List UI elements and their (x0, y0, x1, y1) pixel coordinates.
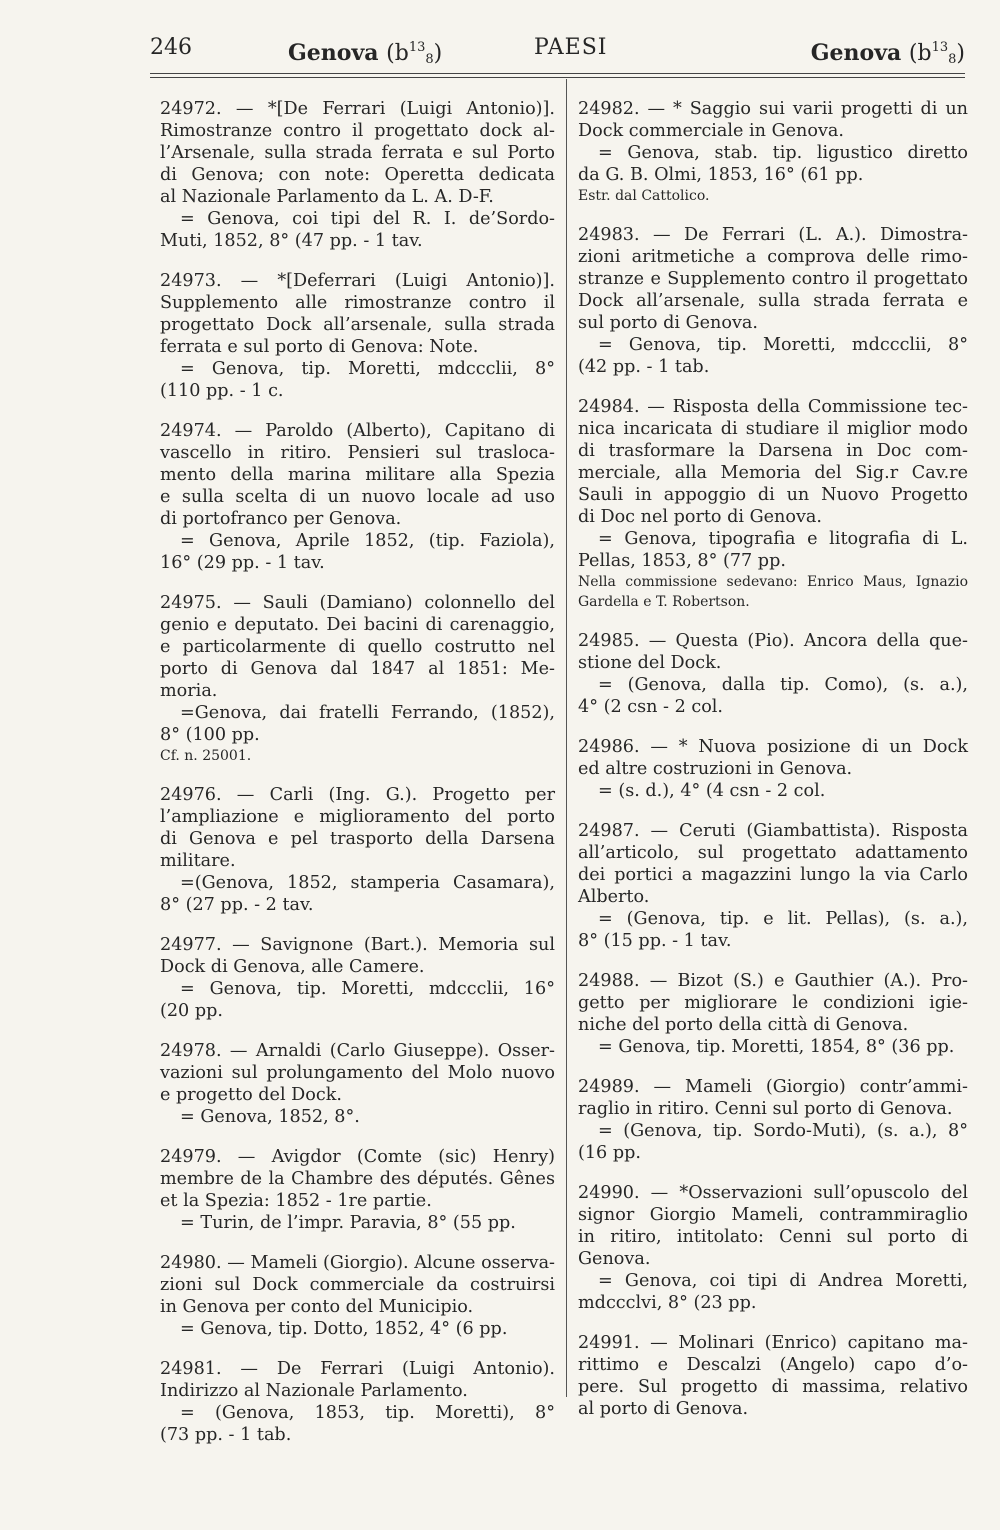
entry-heading-line: 24976. — Carli (Ing. G.). Progetto per (160, 785, 555, 805)
entry-text-line: (16 pp. (578, 1143, 641, 1163)
entry-text-line: = Genova, tip. Moretti, 1854, 8° (36 pp. (598, 1037, 955, 1057)
entry-text-line: porto di Genova dal 1847 al 1851: Me- (160, 659, 555, 679)
entry-text-line: pere. Sul progetto di massima, relativo (578, 1377, 968, 1397)
header-section: PAESI (534, 35, 608, 60)
entry-text-line: = Genova, coi tipi di Andrea Moretti, (598, 1271, 968, 1291)
bibliography-entry (578, 630, 968, 718)
bibliography-entry (160, 420, 555, 574)
entry-text-line: da G. B. Olmi, 1853, 16° (61 pp. (578, 165, 864, 185)
left-column (160, 98, 555, 1464)
bibliography-entry (160, 592, 555, 766)
header-rule-top (150, 73, 965, 74)
bibliography-entry (578, 820, 968, 952)
entry-text-line: Rimostranze contro il progettato dock al- (160, 121, 555, 141)
entry-text-line: militare. (160, 851, 236, 871)
entry-text-line: signor Giorgio Mameli, contrammiraglio (578, 1205, 968, 1225)
entry-text-line: membre de la Chambre des députés. Gênes (160, 1169, 555, 1189)
entry-text-line: sul porto di Genova. (578, 313, 758, 333)
bibliography-entry (578, 224, 968, 378)
entry-text-line: di Genova; con note: Operetta dedicata (160, 165, 555, 185)
bibliography-entry (578, 1182, 968, 1314)
entry-heading-line: 24990. — *Osservazioni sull’opuscolo del (578, 1183, 968, 1203)
header-left-title: Genova $(b^{13}_8)$ (288, 40, 443, 67)
entry-text-line: (110 pp. - 1 c. (160, 381, 284, 401)
bibliography-entry (578, 736, 968, 802)
entry-text-line: progettato Dock all’arsenale, sulla strada (160, 315, 555, 335)
entry-text-line: e progetto del Dock. (160, 1085, 342, 1105)
entry-text-line: e particolarmente di quello costrutto nel (160, 637, 555, 657)
page-number: 246 (150, 35, 192, 60)
entry-note: Estr. dal Cattolico. (578, 188, 710, 204)
entry-text-line: Dock di Genova, alle Camere. (160, 957, 425, 977)
entry-heading-line: 24982. — * Saggio sui varii progetti di un (578, 99, 968, 119)
entry-text-line: stranze e Supplemento contro il progettato (578, 269, 968, 289)
entry-text-line: genio e deputato. Dei bacini di carenaggio, (160, 615, 555, 635)
entry-text-line: vazioni sul prolungamento del Molo nuovo (160, 1063, 555, 1083)
entry-text-line: = Genova, tip. Moretti, mdccclii, 8° (180, 359, 555, 379)
entry-heading-line: 24984. — Risposta della Commissione tec- (578, 397, 968, 417)
bibliography-entry (578, 1076, 968, 1164)
entry-text-line: = (s. d.), 4° (4 csn - 2 col. (598, 781, 826, 801)
bibliography-entry (578, 1332, 968, 1420)
entry-text-line: et la Spezia: 1852 - 1re partie. (160, 1191, 432, 1211)
entry-text-line: l’ampliazione e miglioramento del porto (160, 807, 555, 827)
entry-text-line: = Genova, Aprile 1852, (tip. Faziola), (180, 531, 555, 551)
entry-text-line: Indirizzo al Nazionale Parlamento. (160, 1381, 468, 1401)
entry-heading-line: 24985. — Questa (Pio). Ancora della que- (578, 631, 968, 651)
column-divider (566, 79, 567, 1397)
entry-text-line: di Doc nel porto di Genova. (578, 507, 823, 527)
entry-heading-line: 24979. — Avigdor (Comte (sic) Henry) (160, 1147, 555, 1167)
entry-text-line: 16° (29 pp. - 1 tav. (160, 553, 325, 573)
entry-text-line: 4° (2 csn - 2 col. (578, 697, 724, 717)
entry-text-line: di trasformare la Darsena in Doc com- (578, 441, 968, 461)
entry-heading-line: 24987. — Ceruti (Giambattista). Risposta (578, 821, 968, 841)
entry-text-line: = Genova, tipografia e litografia di L. (598, 529, 968, 549)
entry-text-line: al porto di Genova. (578, 1399, 749, 1419)
entry-text-line: getto per migliorare le condizioni igie- (578, 993, 968, 1013)
entry-text-line: zioni sul Dock commerciale da costruirsi (160, 1275, 555, 1295)
entry-text-line: Dock commerciale in Genova. (578, 121, 845, 141)
entry-text-line: (20 pp. (160, 1001, 223, 1021)
entry-text-line: =Genova, dai fratelli Ferrando, (1852), (180, 703, 555, 723)
right-column (578, 98, 968, 1438)
bibliography-entry (578, 98, 968, 206)
entry-text-line: = Genova, 1852, 8°. (180, 1107, 360, 1127)
bibliography-entry (160, 98, 555, 252)
bibliography-entry (160, 784, 555, 916)
bibliography-entry (160, 270, 555, 402)
bibliography-entry (578, 970, 968, 1058)
entry-text-line: = Genova, tip. Moretti, mdccclii, 16° (180, 979, 555, 999)
entry-text-line: Supplemento alle rimostranze contro il (160, 293, 555, 313)
entry-text-line: Muti, 1852, 8° (47 pp. - 1 tav. (160, 231, 423, 251)
entry-text-line: ferrata e sul porto di Genova: Note. (160, 337, 479, 357)
entry-text-line: vascello in ritiro. Pensieri sul trasloca- (160, 443, 555, 463)
entry-text-line: e sulla scelta di un nuovo locale ad uso (160, 487, 555, 507)
running-header (150, 34, 965, 74)
entry-heading-line: 24977. — Savignone (Bart.). Memoria sul (160, 935, 555, 955)
entry-text-line: l’Arsenale, sulla strada ferrata e sul Porto (160, 143, 555, 163)
entry-text-line: 8° (15 pp. - 1 tav. (578, 931, 732, 951)
bibliography-entry (160, 934, 555, 1022)
bibliography-entry (160, 1358, 555, 1446)
header-right-title: Genova $(b^{13}_8)$ (810, 40, 965, 67)
entry-text-line: zioni aritmetiche a comprova delle rimo- (578, 247, 968, 267)
entry-text-line: = (Genova, dalla tip. Como), (s. a.), (598, 675, 968, 695)
entry-text-line: = (Genova, 1853, tip. Moretti), 8° (180, 1403, 555, 1423)
header-rule-bottom (150, 77, 965, 78)
entry-text-line: all’articolo, sul progettato adattamento (578, 843, 968, 863)
entry-text-line: merciale, alla Memoria del Sig.r Cav.re (578, 463, 968, 483)
entry-text-line: (42 pp. - 1 tab. (578, 357, 710, 377)
entry-heading-line: 24973. — *[Deferrari (Luigi Antonio)]. (160, 271, 555, 291)
entry-note: Cf. n. 25001. (160, 748, 252, 764)
entry-text-line: niche del porto della città di Genova. (578, 1015, 909, 1035)
entry-text-line: mento della marina militare alla Spezia (160, 465, 555, 485)
entry-text-line: (73 pp. - 1 tab. (160, 1425, 292, 1445)
entry-text-line: = Genova, tip. Dotto, 1852, 4° (6 pp. (180, 1319, 508, 1339)
entry-note: Nella commissione sedevano: Enrico Maus, Ignazio Gardella e T. Robertson. (578, 574, 968, 610)
entry-heading-line: 24974. — Paroldo (Alberto), Capitano di (160, 421, 555, 441)
entry-text-line: nica incaricata di studiare il miglior modo (578, 419, 968, 439)
entry-heading-line: 24986. — * Nuova posizione di un Dock (578, 737, 968, 757)
entry-heading-line: 24988. — Bizot (S.) e Gauthier (A.). Pro- (578, 971, 968, 991)
entry-text-line: ed altre costruzioni in Genova. (578, 759, 853, 779)
entry-heading-line: 24978. — Arnaldi (Carlo Giuseppe). Osser- (160, 1041, 555, 1061)
entry-heading-line: 24972. — *[De Ferrari (Luigi Antonio)]. (160, 99, 555, 119)
entry-heading-line: 24983. — De Ferrari (L. A.). Dimostra- (578, 225, 968, 245)
entry-text-line: mdccclvi, 8° (23 pp. (578, 1293, 757, 1313)
bibliography-entry (578, 396, 968, 612)
entry-text-line: = Turin, de l’impr. Paravia, 8° (55 pp. (180, 1213, 516, 1233)
entry-text-line: = Genova, stab. tip. ligustico diretto (598, 143, 968, 163)
entry-text-line: 8° (100 pp. (160, 725, 260, 745)
bibliography-entry (160, 1146, 555, 1234)
entry-text-line: in Genova per conto del Municipio. (160, 1297, 474, 1317)
entry-text-line: dei portici a magazzini lungo la via Carlo (578, 865, 968, 885)
entry-text-line: Dock all’arsenale, sulla strada ferrata e (578, 291, 968, 311)
entry-heading-line: 24989. — Mameli (Giorgio) contr’ammi- (578, 1077, 968, 1097)
entry-text-line: moria. (160, 681, 218, 701)
entry-text-line: Alberto. (578, 887, 650, 907)
entry-text-line: raglio in ritiro. Cenni sul porto di Genova. (578, 1099, 953, 1119)
bibliography-entry (160, 1252, 555, 1340)
entry-text-line: Pellas, 1853, 8° (77 pp. (578, 551, 786, 571)
entry-text-line: = (Genova, tip. e lit. Pellas), (s. a.), (598, 909, 968, 929)
entry-text-line: = Genova, tip. Moretti, mdccclii, 8° (598, 335, 968, 355)
entry-text-line: di portofranco per Genova. (160, 509, 402, 529)
bibliography-entry (160, 1040, 555, 1128)
entry-heading-line: 24975. — Sauli (Damiano) colonnello del (160, 593, 555, 613)
entry-text-line: 8° (27 pp. - 2 tav. (160, 895, 314, 915)
entry-text-line: in ritiro, intitolato: Cenni sul porto di (578, 1227, 968, 1247)
entry-text-line: al Nazionale Parlamento da L. A. D-F. (160, 187, 494, 207)
entry-text-line: Genova. (578, 1249, 651, 1269)
entry-text-line: = Genova, coi tipi del R. I. de’Sordo- (180, 209, 555, 229)
entry-text-line: = (Genova, tip. Sordo-Muti), (s. a.), 8° (598, 1121, 968, 1141)
entry-heading-line: 24980. — Mameli (Giorgio). Alcune osserva- (160, 1253, 555, 1273)
entry-text-line: rittimo e Descalzi (Angelo) capo d’o- (578, 1355, 968, 1375)
entry-heading-line: 24981. — De Ferrari (Luigi Antonio). (160, 1359, 555, 1379)
entry-text-line: =(Genova, 1852, stamperia Casamara), (180, 873, 555, 893)
entry-text-line: stione del Dock. (578, 653, 722, 673)
entry-text-line: di Genova e pel trasporto della Darsena (160, 829, 555, 849)
entry-text-line: Sauli in appoggio di un Nuovo Progetto (578, 485, 968, 505)
entry-heading-line: 24991. — Molinari (Enrico) capitano ma- (578, 1333, 968, 1353)
